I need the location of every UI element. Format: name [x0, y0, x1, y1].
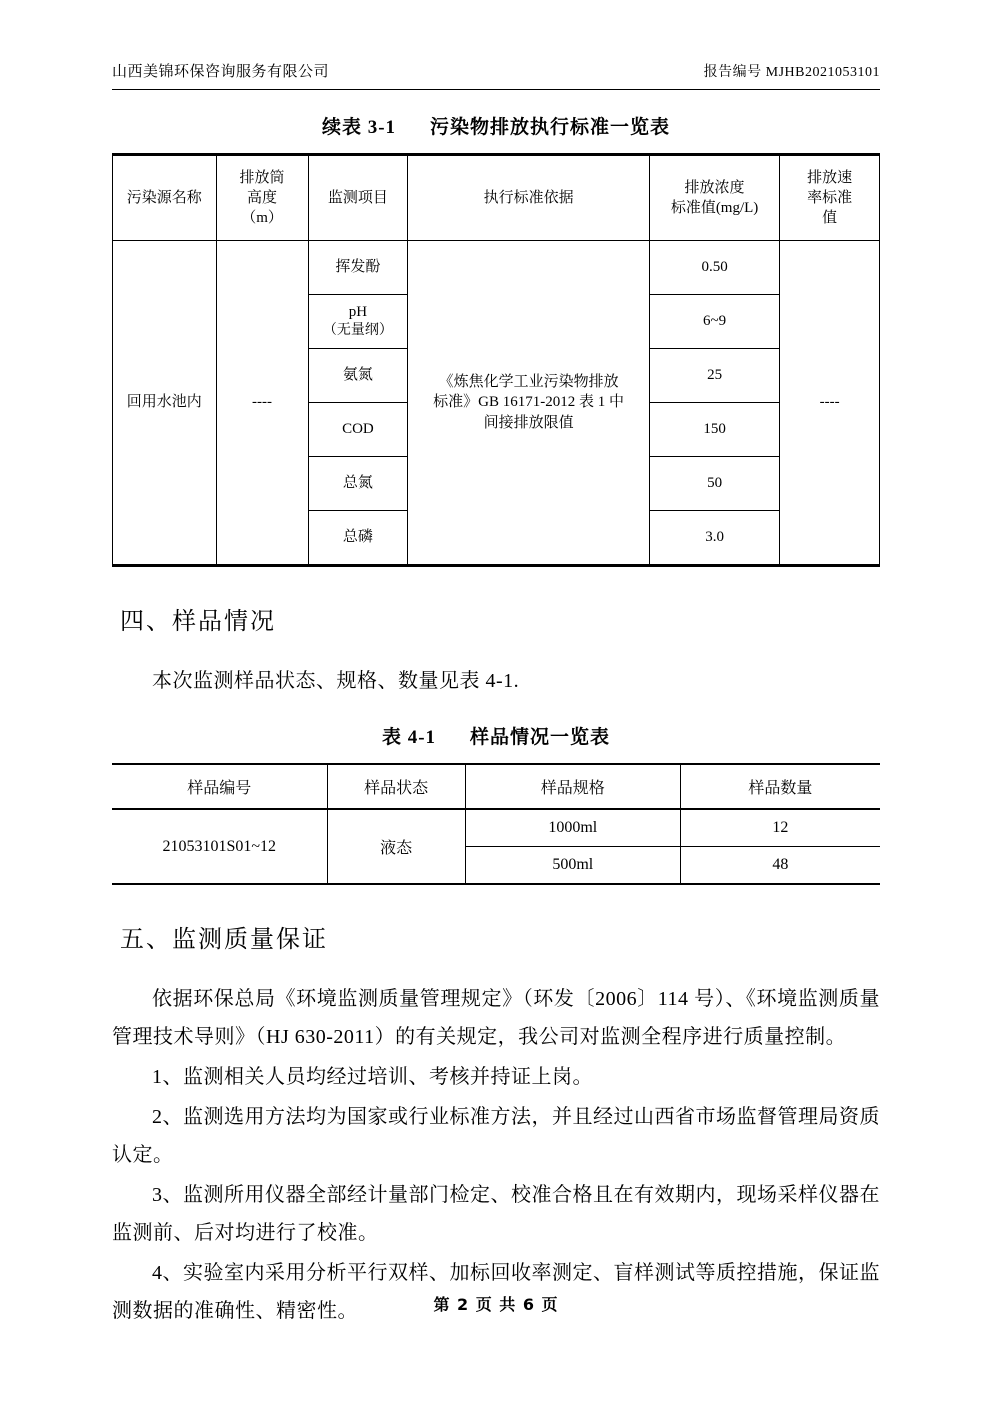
- col-header-stack-height-l2: 高度: [247, 189, 278, 206]
- cell-rate-standard: ----: [780, 241, 880, 565]
- table41-caption: [112, 722, 880, 749]
- section5-paragraph-3: 2、监测选用方法均为国家或行业标准方法，并且经过山西省市场监督管理局资质认定。: [112, 1106, 880, 1166]
- col-header-rate-l1: 排放速: [807, 169, 853, 186]
- page-footer: 第 2 页 共 6 页: [433, 1295, 559, 1314]
- cell-monitor-item: COD: [308, 403, 408, 457]
- standard-basis-line-2: 标准》GB 16171-2012 表 1 中: [433, 394, 624, 411]
- table-row: [113, 241, 880, 295]
- section-heading-4: 四、样品情况: [120, 607, 276, 635]
- table41-caption-title: 样品情况一览表: [470, 727, 611, 748]
- table41-caption-prefix: 表 4-1: [381, 727, 437, 748]
- col-header-rate-l3: 值: [822, 210, 838, 227]
- cell-concentration-value: 6~9: [649, 295, 779, 349]
- cell-sample-no: 21053101S01~12: [112, 809, 327, 883]
- cell-concentration-value: 0.50: [649, 241, 779, 295]
- cell-concentration-value: 3.0: [649, 511, 779, 565]
- col-header-source-name: 污染源名称: [113, 156, 217, 241]
- page-header: [112, 60, 880, 90]
- table41-wrapper: [112, 763, 880, 885]
- pollutant-standard-table: [112, 155, 880, 565]
- section-heading-5: 五、监测质量保证: [120, 925, 328, 953]
- table-row: [112, 809, 880, 847]
- cell-monitor-item-main: pH: [348, 303, 368, 320]
- col-header-sample-state: 样品状态: [327, 765, 465, 809]
- section5-paragraph-4: 3、监测所用仪器全部经计量部门检定、校准合格且在有效期内，现场采样仪器在监测前、后对均进行了校准。: [112, 1184, 880, 1244]
- table31-caption-title: 污染物排放执行标准一览表: [430, 117, 671, 138]
- cell-monitor-item: 氨氮: [308, 349, 408, 403]
- col-header-stack-height-l3: （m）: [241, 210, 283, 227]
- cell-monitor-item: 挥发酚: [308, 241, 408, 295]
- standard-basis-line-3: 间接排放限值: [483, 414, 574, 431]
- cell-stack-height: ----: [216, 241, 308, 565]
- standard-basis-line-1: 《炼焦化学工业污染物排放: [438, 374, 619, 391]
- table31-wrapper: [112, 153, 880, 567]
- cell-standard-basis: [408, 241, 650, 565]
- cell-sample-spec: 1000ml: [465, 809, 680, 847]
- cell-concentration-value: 150: [649, 403, 779, 457]
- col-header-monitor-item: 监测项目: [308, 156, 408, 241]
- col-header-stack-height-l1: 排放筒: [239, 169, 285, 186]
- section4-intro: 本次监测样品状态、规格、数量见表 4-1.: [152, 670, 520, 692]
- col-header-standard-basis: 执行标准依据: [408, 156, 650, 241]
- col-header-sample-no: 样品编号: [112, 765, 327, 809]
- sample-info-table: [112, 765, 880, 883]
- cell-monitor-item: [308, 295, 408, 349]
- cell-monitor-item: 总磷: [308, 511, 408, 565]
- table-row: [113, 156, 880, 241]
- table31-caption: [112, 112, 880, 139]
- cell-sample-spec: 500ml: [465, 847, 680, 884]
- col-header-stack-height: [216, 156, 308, 241]
- cell-concentration-value: 50: [649, 457, 779, 511]
- col-header-sample-spec: 样品规格: [465, 765, 680, 809]
- col-header-concentration-l1: 排放浓度: [684, 179, 745, 196]
- cell-source-name: 回用水池内: [113, 241, 217, 565]
- table31-caption-prefix: 续表 3-1: [321, 117, 397, 138]
- header-report-number: 报告编号 MJHB2021053101: [703, 65, 880, 80]
- section5-paragraph-1: 依据环保总局《环境监测质量管理规定》（环发〔2006〕114 号）、《环境监测质量管理技术导则》（HJ 630-2011）的有关规定，我公司对监测全程序进行质量控制。: [112, 988, 880, 1048]
- section5-paragraph-2: 1、监测相关人员均经过培训、考核并持证上岗。: [152, 1066, 593, 1088]
- header-company: 山西美锦环保咨询服务有限公司: [112, 64, 330, 80]
- cell-monitor-item: 总氮: [308, 457, 408, 511]
- col-header-concentration-standard: [649, 156, 779, 241]
- cell-concentration-value: 25: [649, 349, 779, 403]
- cell-sample-qty: 12: [680, 809, 880, 847]
- section5-paragraph-5: 4、实验室内采用分析平行双样、加标回收率测定、盲样测试等质控措施，保证监测数据的准确性、精密性。: [112, 1262, 880, 1322]
- table-row: [112, 765, 880, 809]
- col-header-rate-l2: 率标准: [807, 189, 853, 206]
- cell-sample-state: 液态: [327, 809, 465, 883]
- col-header-rate-standard: [780, 156, 880, 241]
- col-header-concentration-l2: 标准值(mg/L): [670, 200, 759, 216]
- cell-sample-qty: 48: [680, 847, 880, 884]
- cell-monitor-item-unit: （无量纲）: [322, 323, 393, 339]
- col-header-sample-qty: 样品数量: [680, 765, 880, 809]
